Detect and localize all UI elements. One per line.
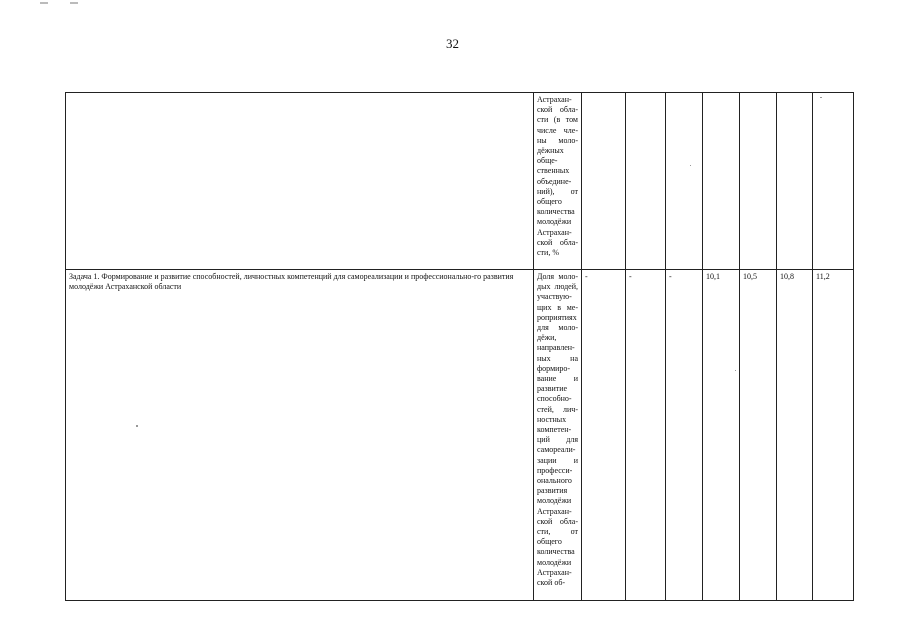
scan-speck <box>820 97 822 98</box>
indicator-cell: Доля моло-дых людей, участвую-щих в ме-роприятиях для моло-дёжи, направлен-ных на формиро-вание и развитие способно-стей, лич-ностных компетен-ций для самореали-зации и професси-онального развития молодёжи Астрахан-ской обла-сти, от общего количества молодёжи Астрахан-ской об- <box>534 270 582 601</box>
value-cell: 11,2 <box>813 270 854 601</box>
value-cell <box>582 93 626 270</box>
scan-speck <box>136 425 138 427</box>
table-row <box>66 270 854 601</box>
page-number: 32 <box>446 36 459 51</box>
value-cell <box>777 93 813 270</box>
value-cell <box>626 93 666 270</box>
value-cell: 10,1 <box>703 270 740 601</box>
task-cell: Задача 1. Формирование и развитие способностей, личностных компетенций для самореализации и профессионально-го развития молодёжи Астраханской области <box>66 270 534 601</box>
scan-speck <box>690 165 691 166</box>
value-cell <box>740 93 777 270</box>
value-cell: - <box>626 270 666 601</box>
scan-speck <box>40 2 48 4</box>
value-cell: - <box>666 270 703 601</box>
value-cell: 10,5 <box>740 270 777 601</box>
table-row <box>66 93 854 270</box>
value-cell <box>813 93 854 270</box>
task-cell <box>66 93 534 270</box>
value-cell <box>703 93 740 270</box>
indicator-cell: Астрахан-ской обла-сти (в том числе чле-ны моло-дёжных обще-ственных объедине-ний), от общего количества молодёжи Астрахан-ской обла-сти, % <box>534 93 582 270</box>
value-cell <box>666 93 703 270</box>
program-table <box>65 92 854 601</box>
value-cell: - <box>582 270 626 601</box>
value-cell: 10,8 <box>777 270 813 601</box>
scan-speck <box>70 2 78 4</box>
scan-speck <box>735 370 736 371</box>
